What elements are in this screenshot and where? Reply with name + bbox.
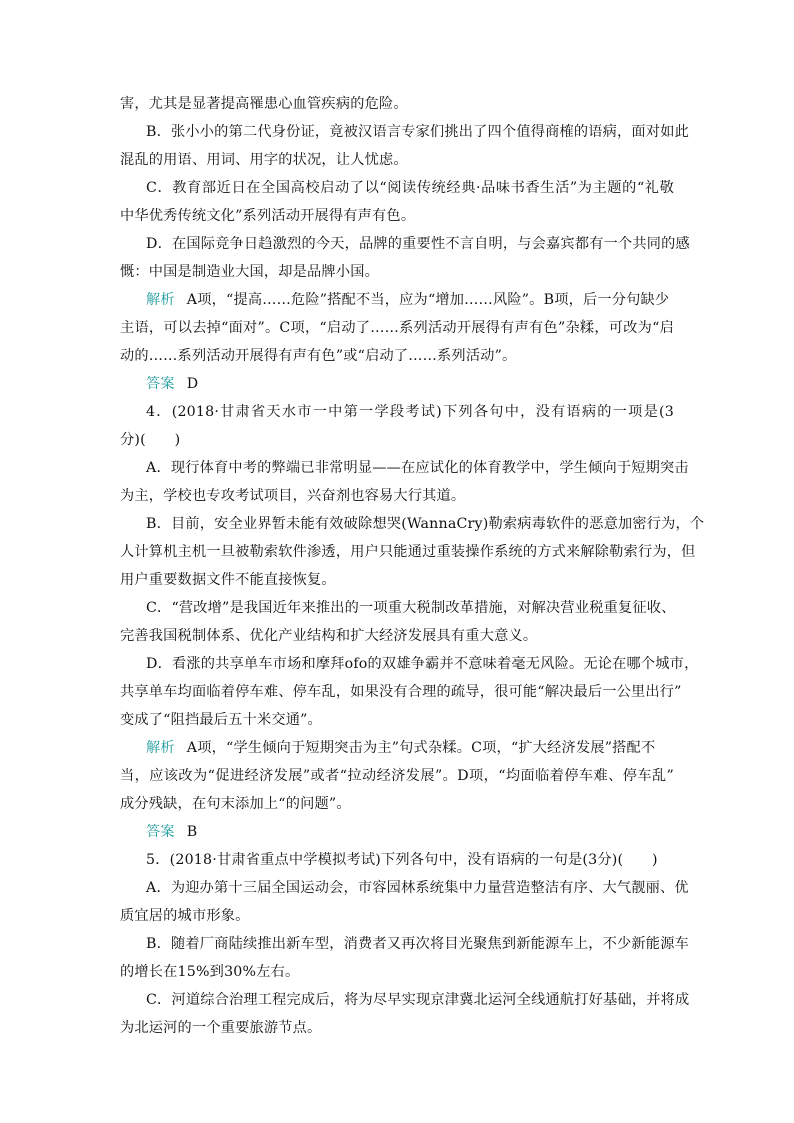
text-line: 用户重要数据文件不能直接恢复。: [120, 572, 336, 588]
text-line: 中华优秀传统文化”系列活动开展得有声有色。: [120, 208, 416, 224]
answer-label: 答案: [146, 376, 175, 392]
text-line: D．在国际竞争日趋激烈的今天，品牌的重要性不言自明，与会嘉宾都有一个共同的感: [146, 236, 690, 252]
analysis-line: [146, 738, 655, 758]
text-line: 变成了“阻挡最后五十米交通”。: [120, 712, 322, 728]
text-line: 为主，学校也专攻考试项目，兴奋剂也容易大行其道。: [120, 488, 466, 504]
text-line: C．河道综合治理工程完成后，将为尽早实现京津冀北运河全线通航打好基础，并将成: [146, 992, 690, 1008]
text-line: B．张小小的第二代身份证，竟被汉语言专家们挑出了四个值得商榷的语病，面对如此: [146, 124, 689, 140]
text-line: 混乱的用语、用词、用字的状况，让人忧虑。: [120, 152, 408, 168]
question-stem: 4．(2018·甘肃省天水市一中第一学段考试)下列各句中，没有语病的一项是(3: [146, 404, 674, 420]
text-line: B．随着厂商陆续推出新车型，消费者又再次将目光聚焦到新能源车上，不少新能源车: [146, 936, 689, 952]
answer-text: D: [186, 376, 199, 392]
text-line: A．为迎办第十三届全国运动会，市容园林系统集中力量营造整洁有序、大气靓丽、优: [146, 880, 689, 896]
analysis-label: 解析: [146, 740, 175, 756]
text-line: 分)( ): [120, 432, 181, 448]
answer-line: [146, 374, 198, 394]
text-line: C．教育部近日在全国高校启动了以“阅读传统经典·品味书香生活”为主题的“礼敬: [146, 180, 674, 196]
text-line: C．“营改增”是我国近年来推出的一项重大税制改革措施，对解决营业税重复征收、: [146, 600, 676, 616]
question-stem: 5．(2018·甘肃省重点中学模拟考试)下列各句中，没有语病的一句是(3分)( ): [146, 852, 658, 868]
text-line: 慨：中国是制造业大国，却是品牌小国。: [120, 264, 379, 280]
text-line: 主语，可以去掉“面对”。C项，“启动了……系列活动开展得有声有色”杂糅，可改为“启: [120, 320, 674, 336]
text-line: A．现行体育中考的弊端已非常明显——在应试化的体育教学中，学生倾向于短期突击: [146, 460, 689, 476]
text-line: D．看涨的共享单车市场和摩拜ofo的双雄争霸并不意味着毫无风险。无论在哪个城市，: [146, 656, 699, 672]
text-line: 害，尤其是显著提高罹患心血管疾病的危险。: [120, 96, 408, 112]
text-line: 人计算机主机一旦被勒索软件渗透，用户只能通过重装操作系统的方式来解除勒索行为，但: [120, 544, 696, 560]
text-line: 共享单车均面临着停车难、停车乱，如果没有合理的疏导，很可能“解决最后一公里出行”: [120, 684, 682, 700]
text-line: 当，应该改为“促进经济发展”或者“拉动经济发展”。D项，“均面临着停车难、停车乱”: [120, 768, 674, 784]
answer-label: 答案: [146, 824, 175, 840]
answer-line: [146, 822, 197, 842]
text-line: 完善我国税制体系、优化产业结构和扩大经济发展具有重大意义。: [120, 628, 538, 644]
analysis-label: 解析: [146, 292, 175, 308]
text-line: B．目前，安全业界暂未能有效破除想哭(WannaCry)勒索病毒软件的恶意加密行为，个: [146, 516, 705, 532]
text-line: 质宜居的城市形象。: [120, 908, 250, 924]
analysis-text: A项，“提高……危险”搭配不当，应为“增加……风险”。B项，后一分句缺少: [186, 292, 670, 308]
text-line: 的增长在15%到30%左右。: [120, 964, 300, 980]
answer-text: B: [186, 824, 198, 840]
text-line: 为北运河的一个重要旅游节点。: [120, 1020, 322, 1036]
text-line: 动的……系列活动开展得有声有色”或“启动了……系列活动”。: [120, 348, 517, 364]
analysis-line: [146, 290, 669, 310]
text-line: 成分残缺，在句末添加上“的问题”。: [120, 796, 351, 812]
analysis-text: A项，“学生倾向于短期突击为主”句式杂糅。C项，“扩大经济发展”搭配不: [186, 740, 656, 756]
